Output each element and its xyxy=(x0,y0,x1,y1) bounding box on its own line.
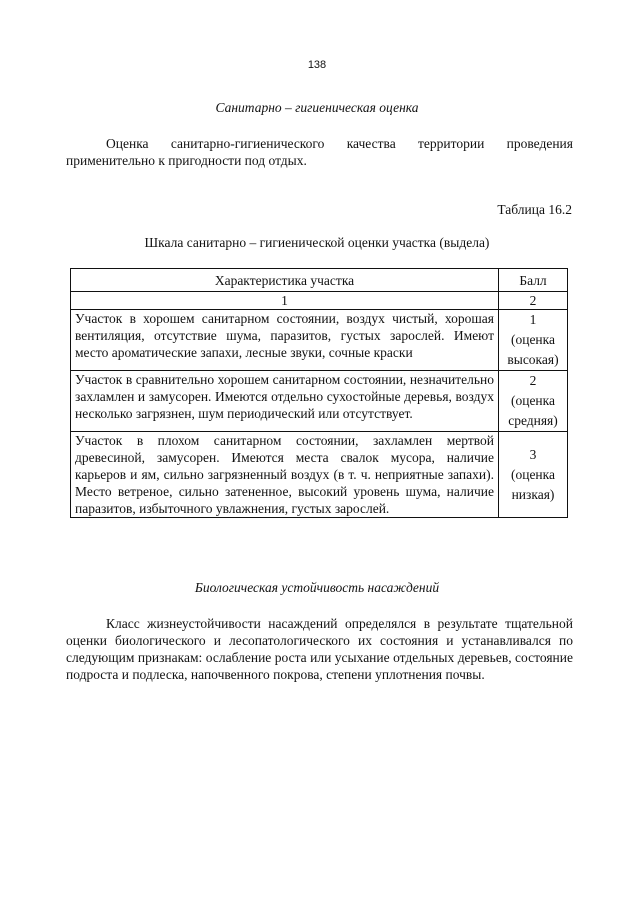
score-grade-open: (оценка xyxy=(510,332,556,347)
score-grade-close: высокая) xyxy=(507,352,559,367)
score-grade-open: (оценка xyxy=(510,466,556,482)
column-number-row xyxy=(71,292,568,310)
row-score xyxy=(499,432,568,518)
header-score: Балл xyxy=(499,269,568,292)
paragraph-biological: Класс жизнеустойчивости насаждений определялся в результате тщательной оценки биологического и лесопатологического их состояния и устанавливался по следующим признакам: ослабление роста или усыхание отдельных деревьев, состояние подроста и подлеска, напочвенного покрова, степени уплотнения почвы. xyxy=(66,616,573,682)
header-characteristic: Характеристика участка xyxy=(71,269,499,292)
table-row xyxy=(71,432,568,518)
table-row xyxy=(71,310,568,371)
row-score xyxy=(499,310,568,371)
score-value: 3 xyxy=(529,446,537,462)
table-row xyxy=(71,371,568,432)
row-description: Участок в хорошем санитарном состоянии, воздух чистый, хорошая вентиляция, отсутствие шума, паразитов, густых зарослей. Имеют место ароматические запахи, лесные звуки, сочные краски xyxy=(71,310,499,371)
score-grade-open: (оценка xyxy=(510,393,556,408)
table-header-row xyxy=(71,269,568,292)
row-score xyxy=(499,371,568,432)
paragraph-sanitary: Оценка санитарно-гигиенического качества территории проведения применительно к пригодности под отдых. xyxy=(66,136,573,168)
row-description: Участок в сравнительно хорошем санитарном состоянии, незначительно захламлен и замусорен. Имеются отдельно сухостойные деревья, воздух несколько загрязнен, шум периодический или отсутствует. xyxy=(71,371,499,432)
score-value: 2 xyxy=(529,373,537,388)
rating-table xyxy=(70,268,568,518)
score-value: 1 xyxy=(529,312,537,327)
row-description: Участок в плохом санитарном состоянии, захламлен мертвой древесиной, замусорен. Имеются места свалок мусора, наличие карьеров и ям, сильно загрязненный воздух (в т. ч. неприятные запахи). Место ветреное, сильно затененное, высокий уровень шума, наличие паразитов, избыточного увлажнения, густых зарослей. xyxy=(71,432,499,518)
section-title-sanitary: Санитарно – гигиеническая оценка xyxy=(215,100,419,115)
score-grade-close: средняя) xyxy=(508,413,558,428)
page-number: 138 xyxy=(307,59,327,71)
table-label: Таблица 16.2 xyxy=(497,202,572,217)
score-grade-close: низкая) xyxy=(511,486,555,502)
table-caption: Шкала санитарно – гигиенической оценки участка (выдела) xyxy=(144,235,490,250)
column-number: 1 xyxy=(71,292,499,310)
column-number: 2 xyxy=(499,292,568,310)
section-title-biological: Биологическая устойчивость насаждений xyxy=(194,580,440,595)
